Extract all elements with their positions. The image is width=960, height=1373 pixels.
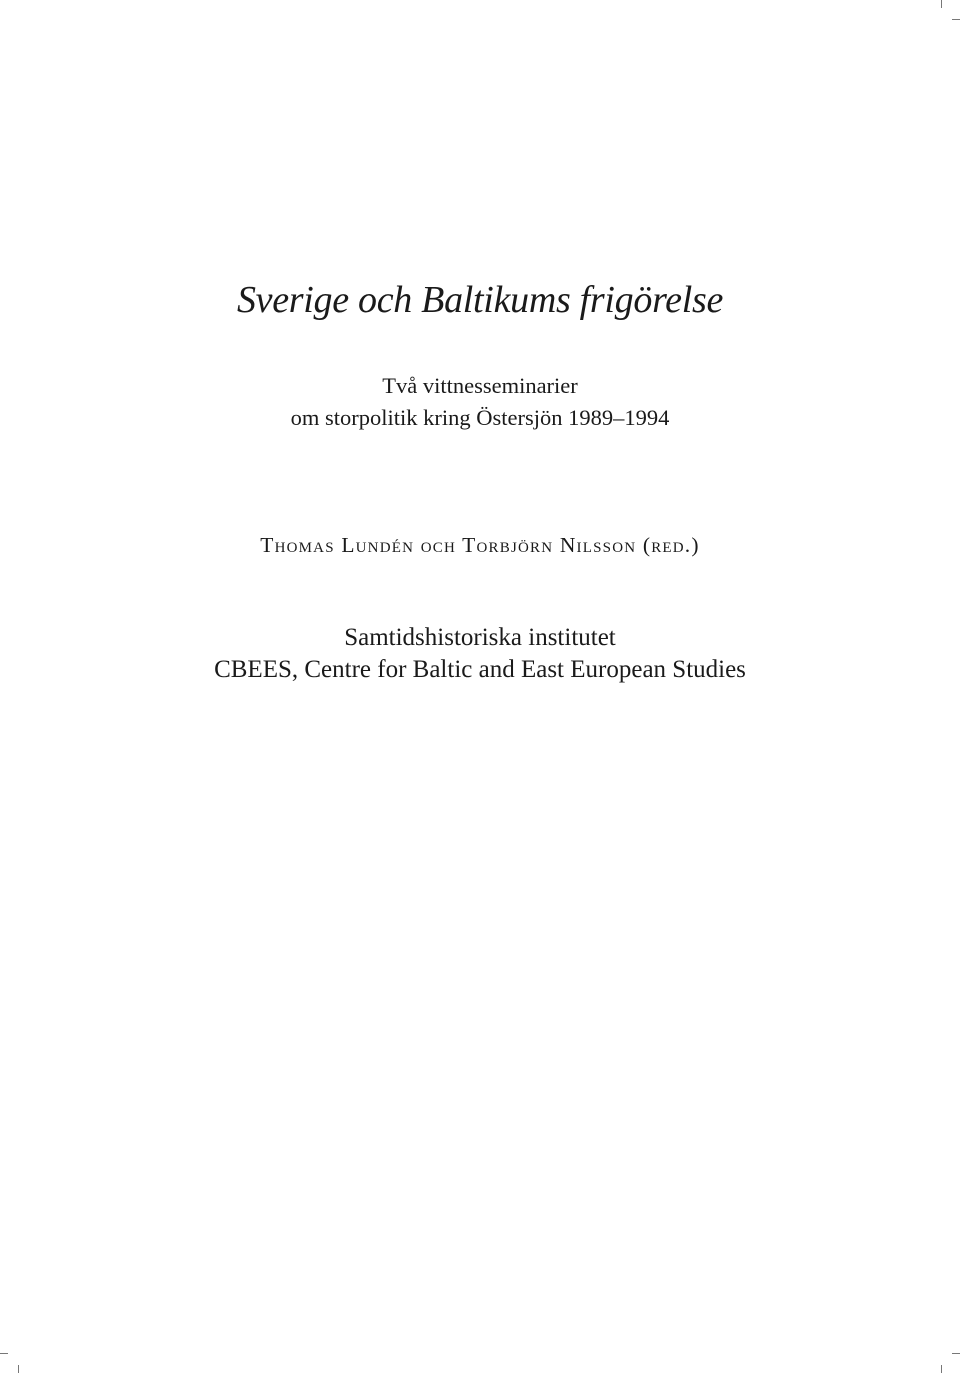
book-title: Sverige och Baltikums frigörelse xyxy=(236,279,724,321)
crop-mark-bottom-left-vertical xyxy=(18,1365,19,1373)
publisher-line-2: CBEES, Centre for Baltic and East European Studies xyxy=(214,656,746,683)
editors: Thomas Lundén och Torbjörn Nilsson (red.) xyxy=(260,533,700,557)
crop-mark-bottom-right-horizontal xyxy=(952,1353,960,1354)
subtitle-line-2: om storpolitik kring Östersjön 1989–1994 xyxy=(290,405,670,430)
crop-mark-top-right-vertical xyxy=(941,0,942,8)
crop-mark-bottom-left-horizontal xyxy=(0,1353,8,1354)
crop-mark-bottom-right-vertical xyxy=(941,1365,942,1373)
publisher-line-1: Samtidshistoriska institutet xyxy=(344,624,616,651)
crop-mark-top-right-horizontal xyxy=(952,19,960,20)
subtitle-line-1: Två vittnesseminarier xyxy=(382,373,578,398)
